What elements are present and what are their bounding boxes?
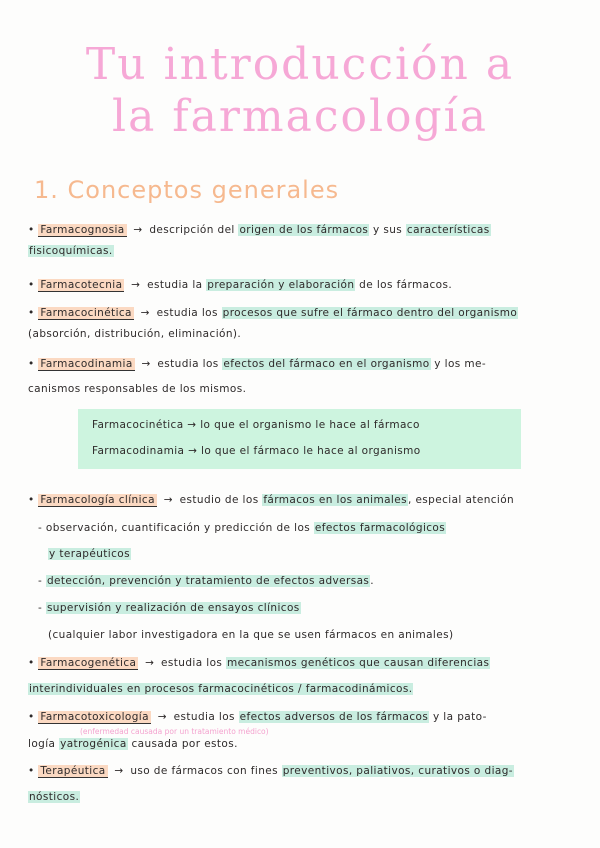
entry-farmacognosia xyxy=(28,222,583,238)
entry-text: causada por estos. xyxy=(127,738,238,750)
entry-farmacognosia-cont xyxy=(28,243,583,259)
subitem-supervision xyxy=(38,600,593,616)
highlight: yatrogénica xyxy=(60,738,127,750)
entry-farmacotoxicologia-cont xyxy=(28,736,583,752)
arrow-icon: → xyxy=(114,765,124,777)
entry-farmacotecnia xyxy=(28,277,583,293)
section-title: 1. Conceptos generales xyxy=(34,176,340,204)
entry-text: estudia los xyxy=(173,711,239,723)
entry-text: logía xyxy=(28,738,60,750)
highlight: fármacos en los animales xyxy=(263,494,407,506)
highlight: origen de los fármacos xyxy=(239,224,369,236)
term-farmacognosia: Farmacognosia xyxy=(40,224,125,236)
subitem-deteccion xyxy=(38,573,593,589)
bullet: • xyxy=(28,279,35,291)
term-farmacogenetica: Farmacogenética xyxy=(40,657,137,669)
arrow-icon: → xyxy=(157,711,167,723)
entry-text: uso de fármacos con fines xyxy=(130,765,282,777)
entry-farmacologia-clinica xyxy=(28,492,583,508)
highlight: preparación y elaboración xyxy=(207,279,355,291)
entry-farmacocinetica-cont: (absorción, distribución, eliminación). xyxy=(28,328,242,340)
bullet: • xyxy=(28,765,35,777)
highlight: detección, prevención y tratamiento de efectos adversas xyxy=(46,575,370,587)
subitem-observacion xyxy=(38,520,593,536)
entry-farmacogenetica xyxy=(28,655,583,671)
bullet: • xyxy=(28,358,35,370)
bullet: • xyxy=(28,711,35,723)
highlight: nósticos. xyxy=(29,791,80,803)
entry-text: descripción del xyxy=(149,224,239,236)
entry-terapeutica xyxy=(28,763,583,779)
subitem-observacion-cont xyxy=(48,546,600,562)
entry-farmacogenetica-cont xyxy=(28,681,583,697)
highlight: preventivos, paliativos, curativos o diag- xyxy=(282,765,513,777)
term-farmacocinetica: Farmacocinética xyxy=(40,307,132,319)
entry-farmacodinamia xyxy=(28,356,583,372)
arrow-icon: → xyxy=(131,279,141,291)
entry-farmacotoxicologia xyxy=(28,709,583,725)
arrow-icon: → xyxy=(140,307,150,319)
highlight: interindividuales en procesos farmacocinéticos / farmacodinámicos. xyxy=(29,683,413,695)
term-farmacologia-clinica: Farmacología clínica xyxy=(40,494,155,506)
entry-text: - observación, cuantificación y predicción de los xyxy=(38,522,314,534)
entry-text: y los me- xyxy=(430,358,487,370)
term-farmacotoxicologia: Farmacotoxicología xyxy=(40,711,149,723)
page-title-line-2: la farmacología xyxy=(112,91,488,142)
entry-text: estudio de los xyxy=(179,494,263,506)
highlight: efectos del fármaco en el organismo xyxy=(223,358,430,370)
entry-text: estudia la xyxy=(147,279,207,291)
highlight: y terapéuticos xyxy=(49,548,130,560)
highlight: mecanismos genéticos que causan diferencias xyxy=(227,657,490,669)
entry-text: de los fármacos. xyxy=(355,279,453,291)
bullet: • xyxy=(28,494,35,506)
entry-text: y la pato- xyxy=(429,711,487,723)
page-title-line-1: Tu introducción a xyxy=(85,39,515,90)
highlight: efectos farmacológicos xyxy=(314,522,446,534)
entry-text: estudia los xyxy=(157,358,223,370)
highlight: supervisión y realización de ensayos clínicos xyxy=(46,602,300,614)
entry-text: estudia los xyxy=(161,657,227,669)
entry-text: estudia los xyxy=(156,307,222,319)
term-terapeutica: Terapéutica xyxy=(40,765,106,777)
entry-text: y sus xyxy=(369,224,406,236)
highlight: fisicoquímicas. xyxy=(29,245,113,257)
yatrogenic-note: (enfermedad causada por un tratamiento médico) xyxy=(80,727,269,736)
arrow-icon: → xyxy=(133,224,143,236)
entry-text: - xyxy=(38,602,46,614)
subitem-supervision-note: (cualquier labor investigadora en la que se usen fármacos en animales) xyxy=(48,629,454,641)
entry-text: , especial atención xyxy=(407,494,515,506)
entry-terapeutica-cont xyxy=(28,789,583,805)
summary-box xyxy=(78,409,521,469)
arrow-icon: → xyxy=(145,657,155,669)
bullet: • xyxy=(28,307,35,319)
highlight: procesos que sufre el fármaco dentro del organismo xyxy=(222,307,518,319)
entry-text: . xyxy=(370,575,375,587)
summary-line-1: Farmacocinética → lo que el organismo le hace al fármaco xyxy=(92,419,420,431)
entry-text: - xyxy=(38,575,46,587)
bullet: • xyxy=(28,657,35,669)
arrow-icon: → xyxy=(141,358,151,370)
arrow-icon: → xyxy=(163,494,173,506)
entry-farmacodinamia-cont: canismos responsables de los mismos. xyxy=(28,383,247,395)
highlight: características xyxy=(406,224,490,236)
entry-farmacocinetica xyxy=(28,305,583,321)
highlight: efectos adversos de los fármacos xyxy=(239,711,429,723)
summary-line-2: Farmacodinamia → lo que el fármaco le hace al organismo xyxy=(92,445,421,457)
term-farmacotecnia: Farmacotecnia xyxy=(40,279,123,291)
term-farmacodinamia: Farmacodinamia xyxy=(40,358,133,370)
bullet: • xyxy=(28,224,35,236)
